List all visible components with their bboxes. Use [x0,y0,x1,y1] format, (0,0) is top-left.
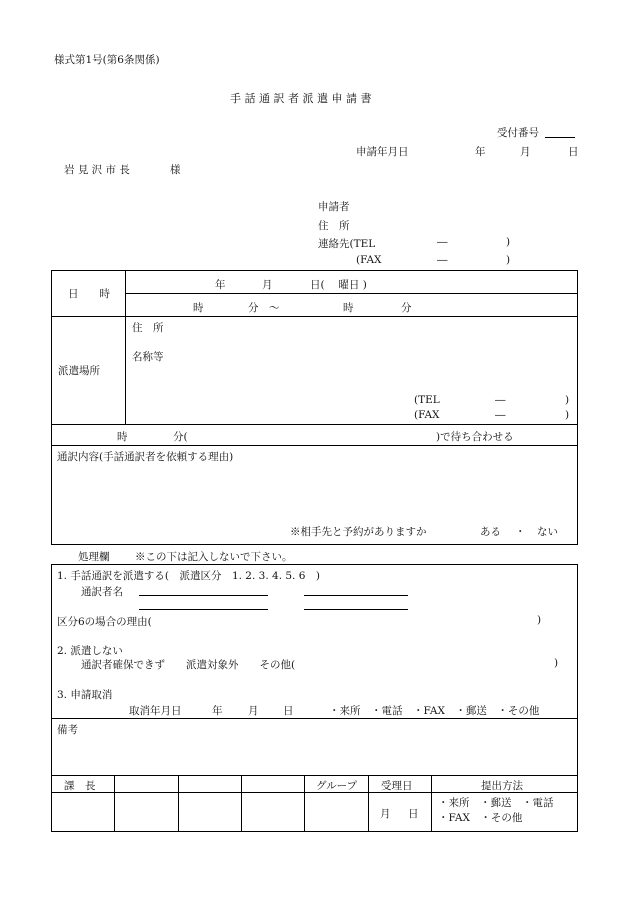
processing-note: ※この下は記入しないで下さい。 [135,551,293,563]
divider [51,775,578,776]
date-month: 月 [262,279,273,291]
divider [241,775,242,832]
divider [51,424,578,425]
processing-label: 処理欄 [78,551,110,563]
applicant-tel-label: 連絡先(TEL [318,238,376,250]
item2-no-dispatch: 2. 派遣しない [57,645,123,657]
addressee-honorific: 様 [170,164,181,176]
reason6-close: ) [537,614,542,626]
applicant-tel-dash: ― [437,236,448,248]
divider [51,445,578,446]
end-minute: 分 [401,302,412,314]
applicant-fax-close: ) [506,254,511,266]
chief-header: 課 長 [64,780,96,792]
place-label: 派遣場所 [58,365,100,377]
cancel-date-label: 取消年月日 [129,705,182,717]
end-hour: 時 [343,302,354,314]
datetime-label: 日 時 [68,288,110,300]
cancel-year: 年 [212,705,223,717]
application-date-label: 申請年月日 [356,146,409,158]
divider [51,316,578,317]
reservation-separator: ・ [515,526,526,538]
divider [125,270,126,424]
reservation-yes[interactable]: ある [480,526,501,538]
form-number: 様式第1号(第6条関係) [54,54,160,66]
received-date-header: 受理日 [381,780,413,792]
apply-year: 年 [475,146,486,158]
interpreter-name-field-3[interactable] [139,609,268,610]
received-month: 月 [380,808,391,820]
item2-options: 通訳者確保できず 派遣対象外 その他( [81,659,296,671]
received-day: 日 [408,808,419,820]
apply-month: 月 [520,146,531,158]
date-day-weekday: 日( 曜日 ) [310,279,367,291]
item1-dispatch: 1. 手話通訳を派遣する( 派遣区分 1. 2. 3. 4. 5. 6 ) [57,570,321,582]
interpreter-name-field-1[interactable] [139,595,268,596]
place-fax-close: ) [565,409,570,421]
item3-cancel: 3. 申請取消 [57,689,113,701]
divider [178,775,179,832]
applicant-address-label: 住 所 [318,220,350,232]
applicant-tel-close: ) [506,236,511,248]
date-year: 年 [215,279,226,291]
place-name-label: 名称等 [132,351,164,363]
reservation-question: ※相手先と予約がありますか [290,526,427,538]
applicant-fax-label: (FAX [356,254,382,266]
submit-methods-line2: ・FAX ・その他 [438,812,523,824]
interpreter-name-field-4[interactable] [304,609,408,610]
reason6-label: 区分6の場合の理由( [57,616,152,628]
cancel-day: 日 [283,705,294,717]
divider [125,293,578,294]
divider [431,775,432,832]
apply-day: 日 [568,146,579,158]
document-title: 手 話 通 訳 者 派 遣 申 請 書 [230,92,372,105]
place-tel-close: ) [565,394,570,406]
cancel-methods: ・来所 ・電話 ・FAX ・郵送 ・その他 [329,705,540,717]
place-tel-label: (TEL [414,394,440,406]
item2-close: ) [554,657,559,669]
interpreter-name-label: 通訳者名 [81,586,123,598]
group-header: グループ [316,780,358,792]
start-hour: 時 [193,302,204,314]
request-form-box [51,270,578,545]
interpreter-name-field-2[interactable] [304,595,408,596]
reservation-no[interactable]: ない [537,526,558,538]
place-fax-label: (FAX [414,409,440,421]
start-minute: 分 ～ [248,302,280,314]
place-tel-dash: ― [495,394,506,406]
applicant-label: 申請者 [318,201,350,213]
remarks-label: 備考 [57,724,78,736]
divider [51,718,578,719]
receipt-number-field[interactable] [545,137,575,138]
place-fax-dash: ― [495,409,506,421]
cancel-month: 月 [248,705,259,717]
addressee: 岩 見 沢 市 長 [64,164,130,176]
applicant-fax-dash: ― [437,254,448,266]
meet-place-suffix: )で待ち合わせる [436,431,514,443]
content-label: 通訳内容(手話通訳者を依頼する理由) [57,451,234,463]
divider [304,775,305,832]
divider [114,775,115,832]
submit-method-header: 提出方法 [481,780,523,792]
submit-methods-line1: ・来所 ・郵送 ・電話 [438,797,554,809]
meet-hour: 時 [117,431,128,443]
place-address-label: 住 所 [132,322,164,334]
receipt-number-label: 受付番号 [497,127,539,139]
meet-minute: 分( [173,431,188,443]
divider [368,775,369,832]
